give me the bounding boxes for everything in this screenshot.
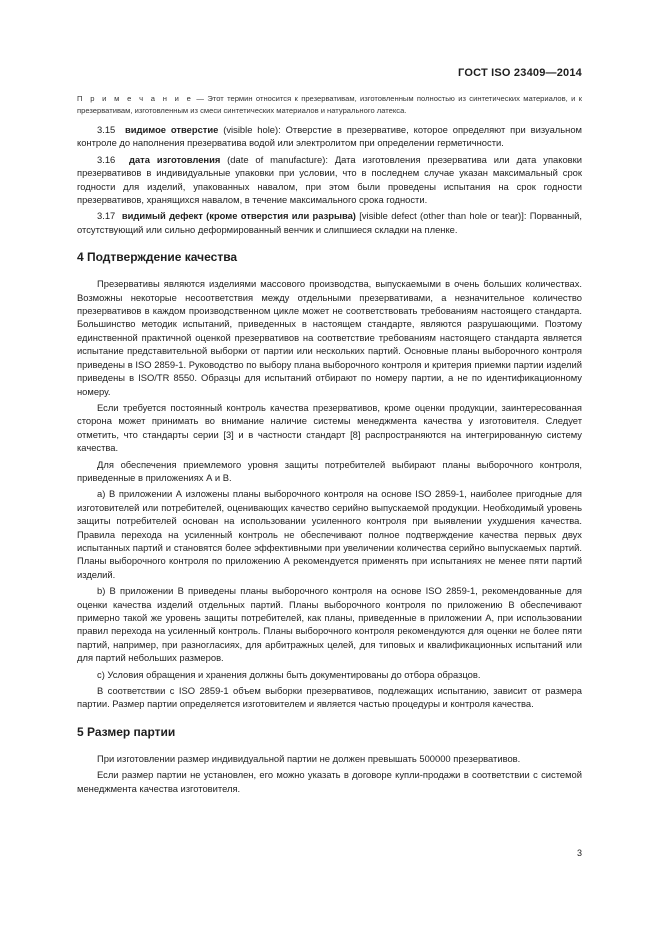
note-prefix: П р и м е ч а н и е [77, 94, 194, 103]
note [77, 93, 582, 117]
term-definition: (date of manufacture): Дата изготовления презерватива или дата упаковки презервативов в индивидуальные упаковки при условии, что в последнем случае указан максимальный срок годности для изделий, упакованных навалом, при этом были проведены испытания на срок годности презервативов, хранящихся навалом, в течение максимального срока годности. [77, 153, 582, 206]
note-text: — Этот термин относится к презервативам, изготовленным полностью из синтетических материалов, и к презервативам, изготовленным из смеси синтетических материалов и натурального латекса. [77, 94, 582, 115]
term-number: 3.16 [97, 153, 116, 165]
section-5-paragraph: При изготовлении размер индивидуальной партии не должен превышать 500000 презервативов. [97, 752, 521, 764]
term-3-16 [77, 153, 582, 207]
term-3-15 [77, 123, 582, 150]
term-3-17 [77, 209, 582, 236]
term-definition: (visible hole): Отверстие в презервативе, которое определяют при визуальном контроле до наполнения презерватива водой или электролитом при определении герметичности. [77, 124, 582, 149]
list-item-a: a) В приложении А изложены планы выборочного контроля на основе ISO 2859-1, наиболее пригодные для изготовителей или потребителей, оценивающих качество серийно выпускаемой продукции. Необходимый уровень защиты потребителей основан на использовании усиленного контроля при выявлении ухудшения качества. Правила перехода на усиленный контроль не обеспечивают полное подтверждение качества первых двух испытанных партий и становятся более эффективными при увеличении количества серийно выпускаемых партий. Планы выборочного контроля по приложению А рекомендуется применять при испытаниях не менее пяти партий изделий. [77, 488, 582, 580]
term-name: дата изготовления [129, 153, 221, 165]
section-4-paragraph: В соответствии с ISO 2859-1 объем выборки презервативов, подлежащих испытанию, зависит от размера партии. Размер партии определяется изготовителем и является частью процедуры и контроля качества. [77, 685, 582, 710]
section-5-heading: 5 Размер партии [77, 724, 176, 739]
term-number: 3.17 [97, 210, 116, 222]
term-definition: [visible defect (other than hole or tear)]: Порванный, отсутствующий или сильно деформированный венчик и слипшиеся складки на пленке. [77, 210, 582, 235]
term-number: 3.15 [97, 124, 116, 135]
section-4-paragraph: Презервативы являются изделиями массового производства, выпускаемыми в очень больших количествах. Возможны некоторые несоответствия между отдельными презервативами, а незначительное количество презервативов в каждом производственном цикле может не соответствовать требованиям настоящего стандарта. Большинство методик испытаний, приведенных в настоящем стандарте, являются разрушающими. Поэтому единственной практичной оценкой презервативов на соответствие требованиям настоящего стандарта является испытание представительной выборки от партии или нескольких партий. Основные планы выборочного контроля приведены в ISO 2859-1. Руководство по выбору плана выборочного контроля и критерия приемки партии изделий приведены в ISO/TR 8550. Образцы для испытаний отбирают по номеру партии, а не по идентификационному номеру. [77, 278, 582, 397]
term-name: видимое отверстие [125, 124, 219, 135]
section-4-paragraph: Если требуется постоянный контроль качества презервативов, кроме оценки продукции, заинтересованная сторона может принимать во внимание наличие системы менеджмента качества у изготовителя. Следует отметить, что стандарты серии [3] и в частности стандарт [8] распространяются на интегрированную систему качества. [77, 401, 582, 454]
section-4-heading: 4 Подтверждение качества [77, 250, 238, 265]
document-body [77, 93, 582, 798]
list-item-b: b) В приложении В приведены планы выборочного контроля на основе ISO 2859-1, рекомендованные для оценки качества изделий отдельных партий. Планы выборочного контроля по приложению В обеспечивают примерно такой же уровень защиты потребителей, как планы, приведенные в приложении А, при использовании правил перехода на усиленный контроль. Планы выборочного контроля рекомендуются для оценки не более пяти партий, например, при разногласиях, для арбитражных целей, для типовых и квалификационных испытаний или для партий небольших размеров. [77, 585, 582, 664]
document-header: ГОСТ ISO 23409—2014 [458, 67, 582, 79]
section-4-paragraph: Для обеспечения приемлемого уровня защиты потребителей выбирают планы выборочного контроля, приведенные в приложениях А и В. [77, 458, 582, 483]
page-number: 3 [576, 848, 582, 858]
list-item-c: c) Условия обращения и хранения должны быть документированы до отбора образцов. [97, 668, 481, 680]
term-name: видимый дефект (кроме отверстия или разрыва) [121, 210, 356, 222]
section-5-paragraph: Если размер партии не установлен, его можно указать в договоре купли-продажи в соответствии с системой менеджмента качества изготовителя. [77, 769, 582, 794]
